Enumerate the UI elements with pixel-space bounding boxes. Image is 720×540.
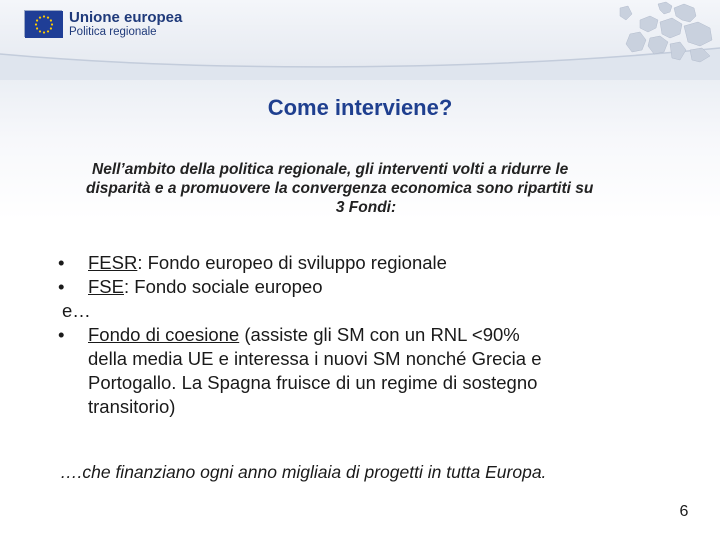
org-name: Unione europea	[69, 9, 183, 26]
cohesion-desc: Portogallo. La Spagna fruisce di un regime di sostegno	[88, 372, 538, 393]
flag-star	[39, 30, 41, 32]
org-logo-text	[69, 10, 182, 39]
list-item-cohesion	[58, 323, 678, 419]
bullet: •	[58, 324, 65, 345]
flag-star	[50, 27, 52, 29]
org-subtitle: Politica regionale	[69, 26, 157, 38]
fund-desc: : Fondo europeo di sviluppo regionale	[137, 252, 447, 273]
funds-list	[58, 251, 678, 419]
bullet: •	[58, 276, 65, 297]
bullet: •	[58, 252, 65, 273]
list-connector: e…	[62, 300, 91, 321]
page-number: 6	[679, 503, 689, 520]
eu-flag-icon	[24, 10, 62, 37]
slide-title: Come interviene?	[267, 95, 453, 120]
list-item-fesr	[58, 251, 678, 275]
list-item-fse	[58, 275, 678, 299]
cohesion-desc: transitorio)	[88, 396, 176, 417]
flag-star	[50, 19, 52, 21]
flag-star	[43, 15, 45, 17]
fund-name-cohesion: Fondo di coesione	[88, 324, 240, 345]
closing-sentence: ….che finanziano ogni anno migliaia di progetti in tutta Europa.	[60, 462, 547, 482]
flag-star	[47, 30, 49, 32]
flag-star	[43, 31, 45, 33]
intro-paragraph	[86, 160, 686, 217]
cohesion-desc: della media UE e interessa i nuovi SM nonché Grecia e	[88, 348, 542, 369]
europe-map-icon	[600, 0, 720, 66]
flag-star	[35, 23, 37, 25]
fund-desc: : Fondo sociale europeo	[123, 276, 323, 297]
header-band	[0, 0, 720, 66]
intro-line: Nell’ambito della politica regionale, gli interventi volti a ridurre le	[92, 161, 569, 178]
flag-star	[47, 16, 49, 18]
intro-line: 3 Fondi:	[335, 199, 397, 216]
cohesion-desc: (assiste gli SM con un RNL <90%	[239, 324, 520, 345]
flag-star	[36, 27, 38, 29]
fund-name-fesr: FESR	[88, 252, 138, 273]
fund-name-fse: FSE	[88, 276, 124, 297]
flag-star	[39, 16, 41, 18]
intro-line: disparità e a promuovere la convergenza economica sono ripartiti su	[86, 180, 594, 197]
flag-star	[51, 23, 53, 25]
flag-star	[36, 19, 38, 21]
